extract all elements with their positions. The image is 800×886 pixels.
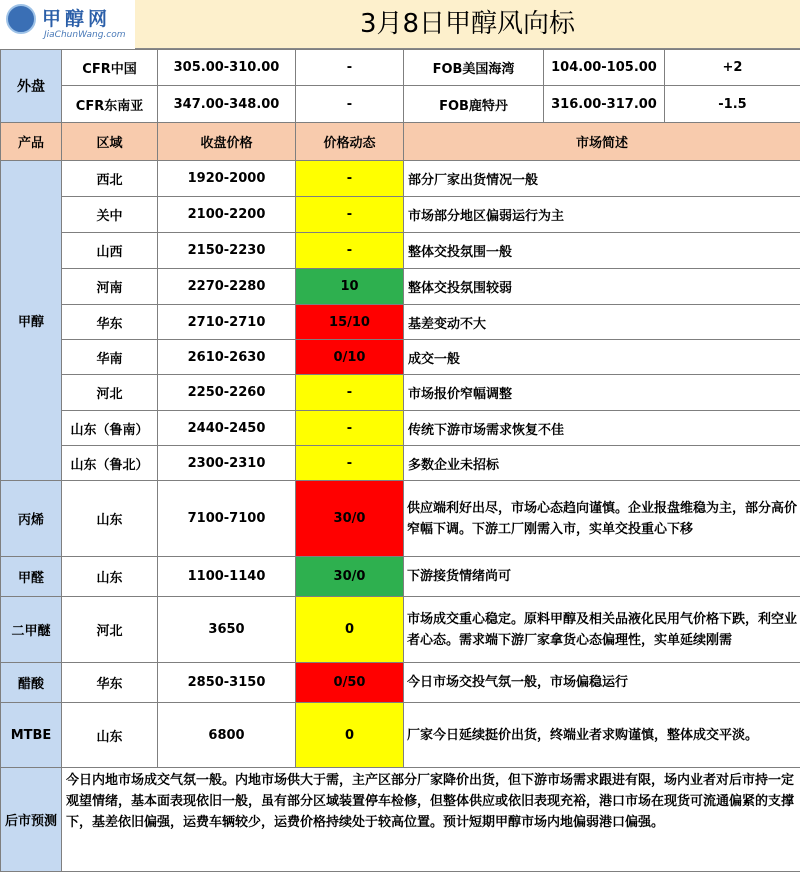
- trend-cell: 0: [296, 597, 404, 663]
- region-cell: 河南: [62, 269, 158, 305]
- region-cell: 山西: [62, 233, 158, 269]
- product-label: 甲醛: [1, 557, 62, 597]
- overseas-change: -: [296, 50, 404, 86]
- price-cell: 2150-2230: [158, 233, 296, 269]
- overseas-name: CFR东南亚: [62, 86, 158, 123]
- methanol-row: [1, 233, 800, 269]
- trend-cell: 0/50: [296, 663, 404, 703]
- overseas-change: -1.5: [665, 86, 800, 123]
- trend-cell: -: [296, 197, 404, 233]
- price-cell: 2300-2310: [158, 446, 296, 481]
- header-row: [1, 123, 800, 161]
- summary-cell: 传统下游市场需求恢复不佳: [404, 411, 800, 446]
- forecast-label: 后市预测: [1, 768, 62, 872]
- region-cell: 关中: [62, 197, 158, 233]
- price-cell: 2850-3150: [158, 663, 296, 703]
- product-label: 醋酸: [1, 663, 62, 703]
- price-cell: 2250-2260: [158, 375, 296, 411]
- summary-cell: 市场报价窄幅调整: [404, 375, 800, 411]
- summary-cell: 下游接货情绪尚可: [404, 557, 800, 597]
- trend-cell: 30/0: [296, 557, 404, 597]
- price-cell: 2710-2710: [158, 305, 296, 340]
- summary-cell: 市场成交重心稳定。原料甲醇及相关品液化民用气价格下跌，利空业者心态。需求端下游厂家拿货心态偏理性，实单延续刚需: [404, 597, 800, 663]
- trend-cell: 10: [296, 269, 404, 305]
- logo: [0, 0, 135, 49]
- methanol-row: [1, 375, 800, 411]
- overseas-change: -: [296, 86, 404, 123]
- logo-en: JiaChunWang.com: [44, 30, 126, 40]
- header-product: 产品: [1, 123, 62, 161]
- product-label: MTBE: [1, 703, 62, 768]
- methanol-row: [1, 161, 800, 197]
- overseas-price: 347.00-348.00: [158, 86, 296, 123]
- overseas-name: CFR中国: [62, 50, 158, 86]
- methanol-row: [1, 411, 800, 446]
- region-cell: 河北: [62, 597, 158, 663]
- trend-cell: 0: [296, 703, 404, 768]
- region-cell: 山东（鲁北）: [62, 446, 158, 481]
- price-cell: 7100-7100: [158, 481, 296, 557]
- overseas-label: 外盘: [1, 50, 62, 123]
- region-cell: 华南: [62, 340, 158, 375]
- region-cell: 山东（鲁南）: [62, 411, 158, 446]
- trend-cell: -: [296, 375, 404, 411]
- summary-cell: 今日市场交投气氛一般，市场偏稳运行: [404, 663, 800, 703]
- methanol-section: [1, 161, 800, 481]
- product-label: 二甲醚: [1, 597, 62, 663]
- summary-cell: 市场部分地区偏弱运行为主: [404, 197, 800, 233]
- price-cell: 3650: [158, 597, 296, 663]
- trend-cell: -: [296, 446, 404, 481]
- header-region: 区域: [62, 123, 158, 161]
- overseas-row: [1, 86, 800, 123]
- page-title: 3月8日甲醇风向标: [135, 0, 800, 49]
- overseas-price: 316.00-317.00: [544, 86, 665, 123]
- report-table: [0, 49, 800, 872]
- product-row: [1, 597, 800, 663]
- header-summary: 市场简述: [404, 123, 800, 161]
- overseas-row: [1, 50, 800, 86]
- summary-cell: 成交一般: [404, 340, 800, 375]
- forecast-row: [1, 768, 800, 872]
- product-row: [1, 703, 800, 768]
- summary-cell: 多数企业未招标: [404, 446, 800, 481]
- trend-cell: -: [296, 411, 404, 446]
- summary-cell: 整体交投氛围一般: [404, 233, 800, 269]
- overseas-name: FOB美国海湾: [404, 50, 544, 86]
- region-cell: 山东: [62, 557, 158, 597]
- methanol-row: [1, 305, 800, 340]
- forecast-text: 今日内地市场成交气氛一般。内地市场供大于需，主产区部分厂家降价出货，但下游市场需求跟进有限，场内业者对后市持一定观望情绪，基本面表现依旧一般，虽有部分区域装置停车检修，但整体供应或依旧表现充裕，港口市场在现货可流通偏紧的支撑下，基差依旧偏强，运费车辆较少，运费价格持续处于较高位置。预计短期甲醇市场内地偏弱港口偏强。: [62, 768, 800, 872]
- globe-icon: [6, 4, 36, 34]
- header-price: 收盘价格: [158, 123, 296, 161]
- other-products-section: [1, 481, 800, 768]
- methanol-row: [1, 269, 800, 305]
- summary-cell: 厂家今日延续挺价出货，终端业者求购谨慎，整体成交平淡。: [404, 703, 800, 768]
- trend-cell: 30/0: [296, 481, 404, 557]
- product-row: [1, 557, 800, 597]
- header-trend: 价格动态: [296, 123, 404, 161]
- methanol-row: [1, 340, 800, 375]
- trend-cell: -: [296, 161, 404, 197]
- price-cell: 1920-2000: [158, 161, 296, 197]
- summary-cell: 供应端利好出尽，市场心态趋向谨慎。企业报盘维稳为主，部分高价窄幅下调。下游工厂刚需入市，实单交投重心下移: [404, 481, 800, 557]
- product-label: 甲醇: [1, 161, 62, 481]
- overseas-change: +2: [665, 50, 800, 86]
- methanol-row: [1, 197, 800, 233]
- trend-cell: -: [296, 233, 404, 269]
- region-cell: 华东: [62, 305, 158, 340]
- price-cell: 2440-2450: [158, 411, 296, 446]
- overseas-name: FOB鹿特丹: [404, 86, 544, 123]
- trend-cell: 15/10: [296, 305, 404, 340]
- product-row: [1, 481, 800, 557]
- summary-cell: 部分厂家出货情况一般: [404, 161, 800, 197]
- region-cell: 山东: [62, 703, 158, 768]
- logo-cn: 甲醇网: [42, 8, 112, 30]
- trend-cell: 0/10: [296, 340, 404, 375]
- summary-cell: 基差变动不大: [404, 305, 800, 340]
- region-cell: 河北: [62, 375, 158, 411]
- product-row: [1, 663, 800, 703]
- price-cell: 1100-1140: [158, 557, 296, 597]
- overseas-price: 104.00-105.00: [544, 50, 665, 86]
- region-cell: 华东: [62, 663, 158, 703]
- price-cell: 6800: [158, 703, 296, 768]
- methanol-row: [1, 446, 800, 481]
- overseas-price: 305.00-310.00: [158, 50, 296, 86]
- region-cell: 山东: [62, 481, 158, 557]
- price-cell: 2270-2280: [158, 269, 296, 305]
- price-cell: 2100-2200: [158, 197, 296, 233]
- region-cell: 西北: [62, 161, 158, 197]
- product-label: 丙烯: [1, 481, 62, 557]
- summary-cell: 整体交投氛围较弱: [404, 269, 800, 305]
- price-cell: 2610-2630: [158, 340, 296, 375]
